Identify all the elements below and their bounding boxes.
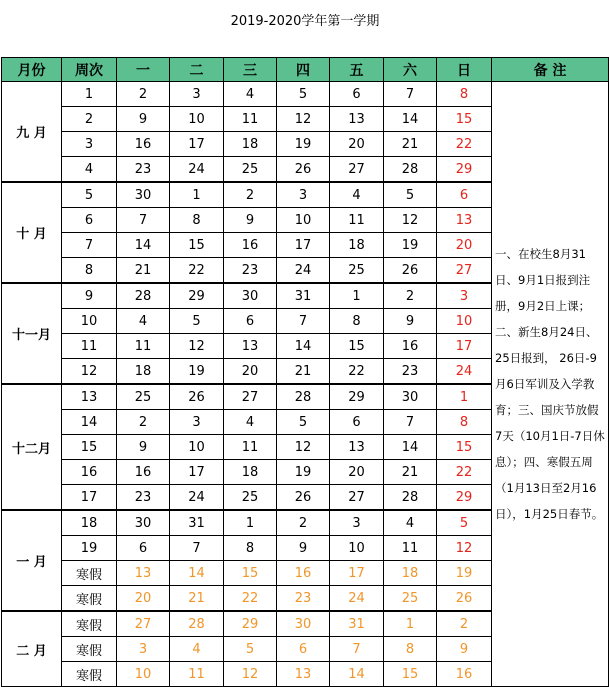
day-cell: 7 [330,637,384,662]
day-cell: 14 [117,233,170,258]
day-cell: 23 [384,359,437,385]
calendar-table [1,57,609,687]
day-cell: 28 [277,384,330,410]
day-cell: 9 [384,309,437,334]
day-cell: 8 [384,637,437,662]
week-number: 3 [62,132,117,157]
day-cell: 22 [437,132,492,157]
day-cell: 13 [117,561,170,586]
day-cell: 28 [117,283,170,309]
day-cell: 18 [330,233,384,258]
day-cell: 23 [224,258,277,284]
day-cell: 12 [170,334,224,359]
day-cell: 7 [384,410,437,435]
day-cell: 9 [117,435,170,460]
day-cell: 29 [170,283,224,309]
header-cell: 日 [437,58,492,82]
day-cell: 21 [277,359,330,385]
day-cell: 29 [224,611,277,637]
day-cell: 19 [170,359,224,385]
day-cell: 16 [437,662,492,687]
day-cell: 7 [117,208,170,233]
day-cell: 27 [330,157,384,183]
day-cell: 27 [330,485,384,511]
week-number: 2 [62,107,117,132]
day-cell: 20 [224,359,277,385]
day-cell: 12 [437,536,492,561]
day-cell: 6 [277,637,330,662]
header-cell: 六 [384,58,437,82]
month-label: 十 月 [2,182,62,283]
day-cell: 14 [384,435,437,460]
week-number: 8 [62,258,117,284]
day-cell: 10 [437,309,492,334]
day-cell: 8 [437,410,492,435]
week-number: 17 [62,485,117,511]
day-cell: 31 [170,510,224,536]
day-cell: 29 [437,485,492,511]
day-cell: 23 [117,157,170,183]
day-cell: 31 [277,283,330,309]
day-cell: 4 [117,309,170,334]
week-number: 14 [62,410,117,435]
day-cell: 4 [384,510,437,536]
header-cell: 备 注 [492,58,609,82]
day-cell: 21 [170,586,224,612]
day-cell: 23 [277,586,330,612]
day-cell: 25 [224,485,277,511]
page-title: 2019-2020学年第一学期 [230,14,380,29]
day-cell: 30 [224,283,277,309]
week-number: 9 [62,283,117,309]
day-cell: 2 [437,611,492,637]
day-cell: 1 [224,510,277,536]
header-cell: 四 [277,58,330,82]
week-number: 7 [62,233,117,258]
day-cell: 26 [277,485,330,511]
day-cell: 15 [170,233,224,258]
header-cell: 三 [224,58,277,82]
day-cell: 16 [117,132,170,157]
day-cell: 22 [170,258,224,284]
day-cell: 7 [170,536,224,561]
month-label: 二 月 [2,611,62,687]
day-cell: 30 [117,510,170,536]
day-cell: 12 [277,107,330,132]
day-cell: 12 [384,208,437,233]
day-cell: 21 [384,460,437,485]
day-cell: 11 [330,208,384,233]
day-cell: 19 [384,233,437,258]
day-cell: 22 [437,460,492,485]
day-cell: 20 [330,132,384,157]
week-number: 寒假 [62,611,117,637]
day-cell: 5 [277,82,330,107]
day-cell: 2 [117,410,170,435]
day-cell: 27 [224,384,277,410]
week-number: 11 [62,334,117,359]
week-number: 5 [62,182,117,208]
day-cell: 6 [330,82,384,107]
day-cell: 5 [224,637,277,662]
day-cell: 15 [437,435,492,460]
week-number: 寒假 [62,586,117,612]
week-number: 19 [62,536,117,561]
day-cell: 8 [224,536,277,561]
week-number: 寒假 [62,662,117,687]
day-cell: 29 [330,384,384,410]
day-cell: 7 [384,82,437,107]
day-cell: 24 [330,586,384,612]
day-cell: 25 [224,157,277,183]
day-cell: 16 [117,460,170,485]
day-cell: 26 [437,586,492,612]
day-cell: 2 [224,182,277,208]
day-cell: 2 [384,283,437,309]
day-cell: 2 [277,510,330,536]
day-cell: 30 [277,611,330,637]
day-cell: 28 [170,611,224,637]
day-cell: 25 [330,258,384,284]
day-cell: 10 [170,107,224,132]
day-cell: 3 [437,283,492,309]
week-number: 寒假 [62,561,117,586]
day-cell: 15 [224,561,277,586]
week-number: 10 [62,309,117,334]
day-cell: 5 [170,309,224,334]
day-cell: 5 [277,410,330,435]
day-cell: 5 [437,510,492,536]
day-cell: 6 [117,536,170,561]
day-cell: 6 [224,309,277,334]
day-cell: 24 [170,485,224,511]
header-cell: 周次 [62,58,117,82]
month-label: 十二月 [2,384,62,510]
week-row [2,82,609,107]
day-cell: 14 [384,107,437,132]
day-cell: 20 [117,586,170,612]
month-label: 十一月 [2,283,62,384]
day-cell: 17 [330,561,384,586]
day-cell: 8 [437,82,492,107]
day-cell: 1 [330,283,384,309]
day-cell: 3 [170,82,224,107]
day-cell: 14 [277,334,330,359]
day-cell: 24 [170,157,224,183]
day-cell: 1 [170,182,224,208]
day-cell: 10 [170,435,224,460]
day-cell: 1 [437,384,492,410]
day-cell: 11 [224,435,277,460]
day-cell: 3 [277,182,330,208]
day-cell: 5 [384,182,437,208]
day-cell: 16 [384,334,437,359]
day-cell: 15 [384,662,437,687]
day-cell: 19 [277,132,330,157]
day-cell: 18 [224,460,277,485]
week-number: 4 [62,157,117,183]
week-number: 6 [62,208,117,233]
day-cell: 22 [330,359,384,385]
header-cell: 五 [330,58,384,82]
day-cell: 15 [437,107,492,132]
day-cell: 17 [277,233,330,258]
day-cell: 4 [224,82,277,107]
day-cell: 22 [224,586,277,612]
day-cell: 29 [437,157,492,183]
day-cell: 3 [170,410,224,435]
day-cell: 19 [437,561,492,586]
day-cell: 15 [330,334,384,359]
week-number: 15 [62,435,117,460]
day-cell: 30 [117,182,170,208]
month-label: 九 月 [2,82,62,183]
day-cell: 24 [437,359,492,385]
day-cell: 11 [117,334,170,359]
notes-cell: 一、在校生8月31日、9月1日报到注册，9月2日上课；二、新生8月24日、25日报到， 26日-9月6日军训及入学教育；三、国庆节放假7天（10月1日-7日休息）；四、寒假五周（1月13日至2月16日），1月25日春节。 [492,82,609,687]
header-row [2,58,609,82]
day-cell: 3 [330,510,384,536]
day-cell: 17 [437,334,492,359]
day-cell: 20 [330,460,384,485]
day-cell: 11 [170,662,224,687]
day-cell: 26 [170,384,224,410]
day-cell: 14 [330,662,384,687]
day-cell: 18 [384,561,437,586]
day-cell: 4 [170,637,224,662]
header-cell: 一 [117,58,170,82]
day-cell: 8 [330,309,384,334]
day-cell: 31 [330,611,384,637]
header-cell: 月份 [2,58,62,82]
day-cell: 6 [330,410,384,435]
day-cell: 21 [384,132,437,157]
week-number: 12 [62,359,117,385]
day-cell: 9 [117,107,170,132]
day-cell: 13 [224,334,277,359]
day-cell: 16 [277,561,330,586]
day-cell: 9 [437,637,492,662]
day-cell: 10 [277,208,330,233]
day-cell: 21 [117,258,170,284]
day-cell: 26 [277,157,330,183]
day-cell: 18 [117,359,170,385]
day-cell: 20 [437,233,492,258]
day-cell: 12 [277,435,330,460]
day-cell: 19 [277,460,330,485]
day-cell: 1 [384,611,437,637]
day-cell: 7 [277,309,330,334]
calendar-body [2,82,609,687]
day-cell: 9 [224,208,277,233]
day-cell: 13 [277,662,330,687]
day-cell: 2 [117,82,170,107]
day-cell: 26 [384,258,437,284]
day-cell: 9 [277,536,330,561]
day-cell: 4 [224,410,277,435]
day-cell: 25 [384,586,437,612]
day-cell: 10 [117,662,170,687]
day-cell: 10 [330,536,384,561]
day-cell: 11 [384,536,437,561]
day-cell: 28 [384,157,437,183]
day-cell: 24 [277,258,330,284]
day-cell: 6 [437,182,492,208]
month-label: 一 月 [2,510,62,611]
day-cell: 13 [437,208,492,233]
day-cell: 13 [330,435,384,460]
day-cell: 18 [224,132,277,157]
day-cell: 28 [384,485,437,511]
day-cell: 17 [170,132,224,157]
day-cell: 23 [117,485,170,511]
week-number: 18 [62,510,117,536]
day-cell: 30 [384,384,437,410]
week-number: 寒假 [62,637,117,662]
day-cell: 25 [117,384,170,410]
day-cell: 4 [330,182,384,208]
week-number: 13 [62,384,117,410]
day-cell: 11 [224,107,277,132]
day-cell: 3 [117,637,170,662]
day-cell: 17 [170,460,224,485]
header-cell: 二 [170,58,224,82]
day-cell: 8 [170,208,224,233]
day-cell: 12 [224,662,277,687]
day-cell: 14 [170,561,224,586]
day-cell: 27 [117,611,170,637]
week-number: 1 [62,82,117,107]
day-cell: 16 [224,233,277,258]
day-cell: 27 [437,258,492,284]
day-cell: 13 [330,107,384,132]
week-number: 16 [62,460,117,485]
